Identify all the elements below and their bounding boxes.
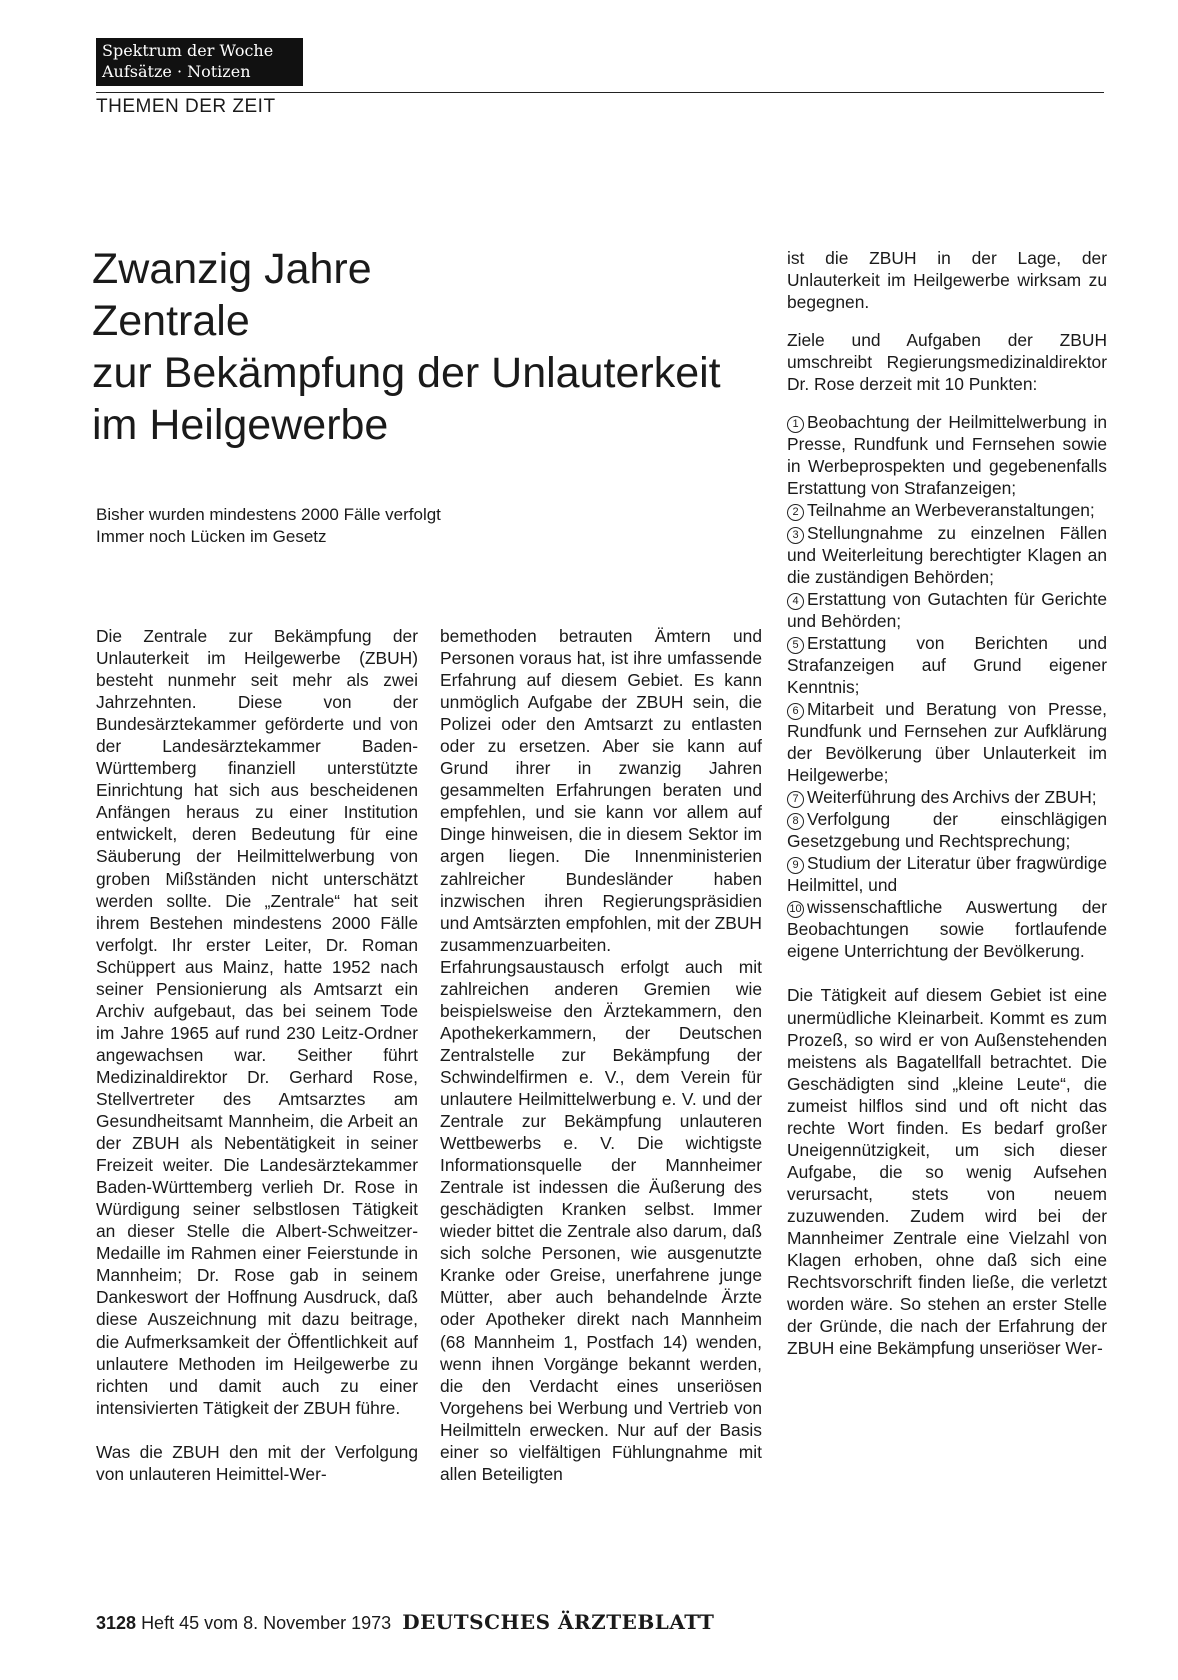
circled-number: 9	[787, 857, 804, 874]
paragraph: bemethoden betrauten Ämtern und Personen voraus hat, ist ihre umfassende Erfahrung auf diesem Gebiet. Es kann unmöglich Aufgabe der ZBUH sein, die Polizei oder den Amtsarzt zu entlasten oder zu ersetzen. Aber sie kann auf Grund ihrer in zwanzig Jahren gesammelten Erfahrungen beraten und empfehlen, und sie kann vor allem auf Dinge hinweisen, die in diesem Sektor im argen liegen. Die Innenministerien zahlreicher Bundesländer haben inzwischen ihren Regierungspräsidien und Amtsärzten empfohlen, mit der ZBUH zusammenzuarbeiten. Erfahrungsaustausch erfolgt auch mit zahlreichen anderen Gremien wie beispielsweise den Ärztekammern, den Apothekerkammern, der Deutschen Zentralstelle zur Bekämpfung der Schwindelfirmen e. V., dem Verein für unlautere Heilmittelwerbung e. V. und der Zentrale zur Bekämpfung unlauteren Wettbewerbs e. V. Die wichtigste Informationsquelle der Mannheimer Zentrale ist indessen die Äußerung des geschädigten Kranken selbst. Immer wieder bittet die Zentrale also darum, daß sich solche Personen, wie ausgenutzte Kranke oder Greise, unerfahrene junge Mütter, aber auch behandelnde Ärzte oder Apotheker direkt nach Mannheim (68 Mannheim 1, Postfach 14) wenden, wenn ihnen Vorgänge bekannt werden, die den Verdacht eines unseriösen Vorgehens bei Werbung und Vertrieb von Heilmitteln erwecken. Nur auf der Basis einer so vielfältigen Fühlungnahme mit allen Beteiligten	[440, 626, 762, 1484]
article-title	[92, 243, 762, 451]
list-item-text: Beobachtung der Heilmittelwerbung in Presse, Rundfunk und Fernsehen sowie in Werbeprospekten und gegebenenfalls Erstattung von Strafanzeigen;	[787, 412, 1107, 499]
header-rule	[96, 92, 1104, 93]
list-item	[787, 499, 1107, 521]
subtitle	[96, 504, 441, 548]
section-label	[96, 38, 303, 86]
list-item	[787, 698, 1107, 786]
paragraph: Ziele und Aufgaben der ZBUH umschreibt Regierungsmedizinaldirektor Dr. Rose derzeit mit 10 Punkten:	[787, 330, 1107, 395]
list-item	[787, 588, 1107, 632]
paragraph: Die Tätigkeit auf diesem Gebiet ist eine unermüdliche Kleinarbeit. Kommt es zum Prozeß, so wird er von Außenstehenden meistens als Bagatellfall betrachtet. Die Geschädigten sind „kleine Leute“, die zumeist hilflos sind und oft nicht das rechte Wort finden. Es bedarf großer Uneigennützigkeit, um sich dieser Aufgabe, die so wenig Aufsehen verursacht, stets von neuem zuzuwenden. Zudem wird bei der Mannheimer Zentrale eine Vielzahl von Klagen erhoben, ohne daß sich eine Rechtsvorschrift finden ließe, die verletzt worden wäre. So stehen an erster Stelle der Gründe, die nach der Erfahrung der ZBUH eine Bekämpfung unseriöser Wer-	[787, 985, 1107, 1359]
title-line: im Heilgewerbe	[92, 401, 389, 449]
magazine-name: DEUTSCHES ÄRZTEBLATT	[402, 1610, 715, 1634]
circled-number: 7	[787, 791, 804, 808]
list-item-text: Erstattung von Berichten und Strafanzeigen auf Grund eigener Kenntnis;	[787, 632, 1107, 697]
title-line: Zentrale	[92, 297, 250, 345]
paragraph: ist die ZBUH in der Lage, der Unlauterkeit im Heilgewerbe wirksam zu begegnen.	[787, 248, 1107, 313]
section-label-line1: Spektrum der Woche	[102, 41, 274, 60]
column-1	[96, 625, 418, 1485]
list-item	[787, 808, 1107, 852]
circled-number: 5	[787, 637, 804, 654]
list-item	[787, 632, 1107, 698]
column-3	[787, 247, 1107, 1359]
list-item-text: Verfolgung der einschlägigen Gesetzgebung und Rechtsprechung;	[787, 809, 1107, 852]
title-line: zur Bekämpfung der Unlauterkeit	[92, 349, 721, 397]
circled-number: 10	[787, 901, 804, 918]
circled-number: 4	[787, 593, 804, 610]
section-label-line2: Aufsätze · Notizen	[102, 62, 251, 81]
paragraph: Die Zentrale zur Bekämpfung der Unlauterkeit im Heilgewerbe (ZBUH) besteht nunmehr seit mehr als zwei Jahrzehnten. Diese von der Bundesärztekammer geförderte und von der Landesärztekammer Baden-Württemberg finanziell unterstützte Einrichtung hat sich aus bescheidenen Anfängen heraus zu einer Institution entwickelt, deren Bedeutung für eine Säuberung der Heilmittelwerbung von groben Mißständen nicht unterschätzt werden sollte. Die „Zentrale“ hat seit ihrem Bestehen mindestens 2000 Fälle verfolgt. Ihr erster Leiter, Dr. Roman Schüppert aus Mainz, hatte 1952 nach seiner Pensionierung als Amtsarzt ein Archiv aufgebaut, das bei seinem Tode im Jahre 1965 auf rund 230 Leitz-Ordner angewachsen war. Seither führt Medizinaldirektor Dr. Gerhard Rose, Stellvertreter des Amtsarztes am Gesundheitsamt Mannheim, die Arbeit an der ZBUH als Nebentätigkeit in seiner Freizeit weiter. Die Landesärztekammer Baden-Württemberg verlieh Dr. Rose in Würdigung seiner selbstlosen Tätigkeit an dieser Stelle die Albert-Schweitzer-Medaille im Rahmen einer Feierstunde in Mannheim; Dr. Rose gab in seinem Dankeswort der Hoffnung Ausdruck, daß diese Auszeichnung mit dazu beitrage, die Aufmerksamkeit der Öffentlichkeit auf unlautere Methoden im Heilgewerbe zu richten und damit auch zu einer intensivierten Tätigkeit der ZBUH führe.	[96, 626, 418, 1418]
goals-list	[787, 411, 1107, 962]
circled-number: 3	[787, 527, 804, 544]
list-item	[787, 411, 1107, 499]
list-item	[787, 896, 1107, 962]
list-item-text: Studium der Literatur über fragwürdige Heilmittel, und	[787, 853, 1107, 896]
paragraph: Was die ZBUH den mit der Verfolgung von unlauteren Heimittel-Wer-	[96, 1441, 418, 1484]
circled-number: 1	[787, 416, 804, 433]
list-item-text: Mitarbeit und Beratung von Presse, Rundfunk und Fernsehen zur Aufklärung der Bevölkerung über Unlauterkeit im Heilgewerbe;	[787, 698, 1107, 786]
list-item-text: Weiterführung des Archivs der ZBUH;	[807, 787, 1097, 808]
page-number: 3128	[96, 1613, 137, 1633]
subtitle-line: Bisher wurden mindestens 2000 Fälle verfolgt	[96, 505, 441, 524]
kicker: THEMEN DER ZEIT	[96, 96, 276, 117]
list-item	[787, 786, 1107, 808]
list-item-text: wissenschaftliche Auswertung der Beobachtungen sowie fortlaufende eigene Unterrichtung der Bevölkerung.	[787, 897, 1107, 962]
list-item	[787, 522, 1107, 588]
column-2	[440, 625, 762, 1485]
circled-number: 8	[787, 813, 804, 830]
circled-number: 6	[787, 703, 804, 720]
list-item-text: Stellungnahme zu einzelnen Fällen und Weiterleitung berechtigter Klagen an die zuständigen Behörden;	[787, 522, 1107, 587]
circled-number: 2	[787, 504, 804, 521]
title-line: Zwanzig Jahre	[92, 245, 372, 293]
list-item	[787, 852, 1107, 896]
subtitle-line: Immer noch Lücken im Gesetz	[96, 527, 327, 546]
issue-info: Heft 45 vom 8. November 1973	[141, 1613, 392, 1633]
page-footer	[96, 1610, 714, 1634]
list-item-text: Erstattung von Gutachten für Gerichte und Behörden;	[787, 588, 1107, 631]
list-item-text: Teilnahme an Werbeveranstaltungen;	[807, 500, 1095, 521]
